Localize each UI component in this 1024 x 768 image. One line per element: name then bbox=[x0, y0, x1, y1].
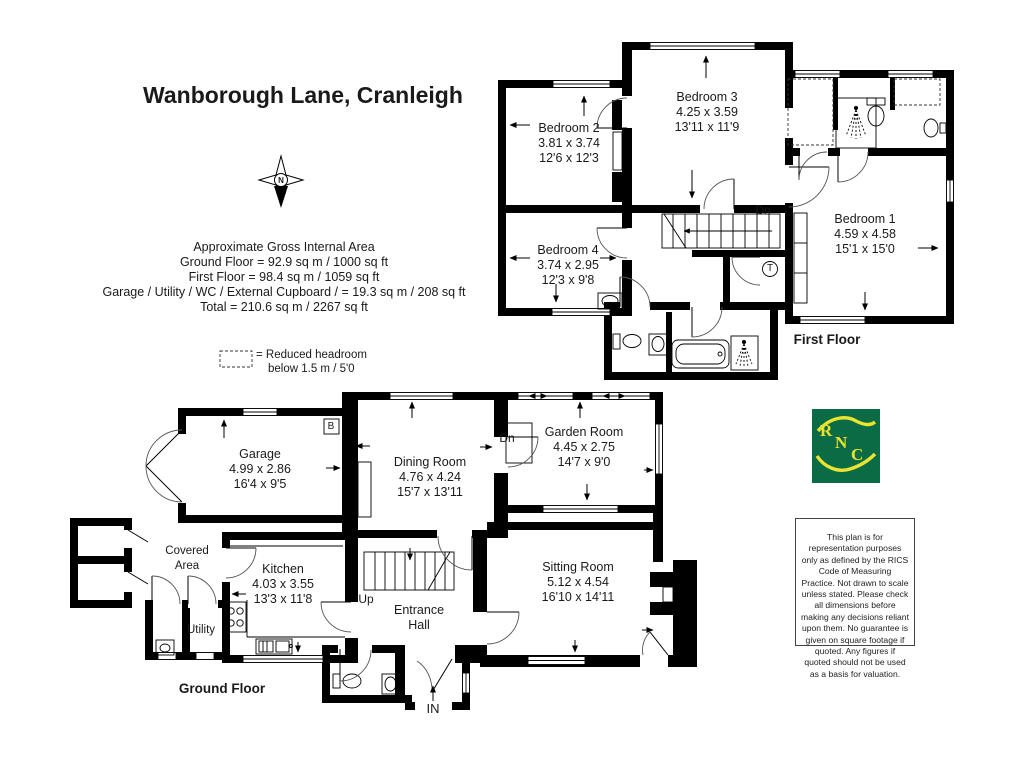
compass-north-label: N bbox=[278, 176, 284, 185]
reduced-headroom-swatch bbox=[220, 351, 252, 367]
area-line-total: Total = 210.6 sq m / 2267 sq ft bbox=[200, 300, 368, 314]
room-label-garage: Garage 4.99 x 2.86 16'4 x 9'5 bbox=[229, 447, 291, 491]
area-line-first: First Floor = 98.4 sq m / 1059 sq ft bbox=[188, 270, 380, 284]
disclaimer-box: This plan is for representation purposes only as defined by the RICS Code of Measuring Practice. Not drawn to scale unless stated. Please check all dimensions before making any decisions reliant upon them. No guarantee is given on square footage if quoted. Any figures if quoted should not be used as a basis for valuation. bbox=[795, 518, 915, 646]
room-label-bedroom-1: Bedroom 1 4.59 x 4.58 15'1 x 15'0 bbox=[834, 212, 896, 256]
room-label-bedroom-2: Bedroom 2 3.81 x 3.74 12'6 x 12'3 bbox=[538, 121, 600, 165]
room-label-sitting-room: Sitting Room 5.12 x 4.54 16'10 x 14'11 bbox=[541, 560, 615, 604]
legend-line-1: = Reduced headroom bbox=[256, 349, 367, 361]
room-label-entrance-hall: Entrance Hall bbox=[393, 603, 445, 632]
room-label-garden-room: Garden Room 4.45 x 2.75 14'7 x 9'0 bbox=[544, 425, 624, 469]
area-line-ground: Ground Floor = 92.9 sq m / 1000 sq ft bbox=[179, 255, 389, 269]
room-label-bedroom-3: Bedroom 3 4.25 x 3.59 13'11 x 11'9 bbox=[674, 90, 740, 134]
steps-down-label-ground: Dn bbox=[499, 431, 515, 445]
room-label-bedroom-4: Bedroom 4 3.74 x 2.95 12'3 x 9'8 bbox=[537, 243, 599, 287]
area-summary-heading: Approximate Gross Internal Area bbox=[193, 240, 375, 254]
tank-label: T bbox=[766, 263, 774, 274]
room-label-dining-room: Dining Room 4.76 x 4.24 15'7 x 13'11 bbox=[393, 455, 467, 499]
area-line-garage: Garage / Utility / WC / External Cupboard / = 19.3 sq m / 208 sq ft bbox=[102, 285, 466, 299]
boiler-label: B bbox=[327, 421, 335, 432]
rnc-letter-c: C bbox=[851, 445, 864, 464]
entrance-in-label: IN bbox=[426, 701, 440, 716]
rnc-letter-r: R bbox=[820, 421, 833, 440]
legend-line-2: below 1.5 m / 5'0 bbox=[268, 363, 355, 375]
rnc-logo bbox=[812, 409, 880, 483]
page-title: Wanborough Lane, Cranleigh bbox=[143, 82, 463, 108]
room-label-kitchen: Kitchen 4.03 x 3.55 13'3 x 11'8 bbox=[252, 562, 314, 606]
first-floor-title: First Floor bbox=[793, 332, 861, 347]
room-label-covered-area: Covered Area bbox=[165, 545, 209, 572]
rnc-letter-n: N bbox=[835, 433, 848, 452]
ground-floor-title: Ground Floor bbox=[178, 681, 266, 696]
stairs-up-label: Up bbox=[358, 592, 374, 606]
stairs-down-label-first: Dn bbox=[755, 203, 771, 217]
room-label-utility: Utility bbox=[186, 624, 216, 636]
